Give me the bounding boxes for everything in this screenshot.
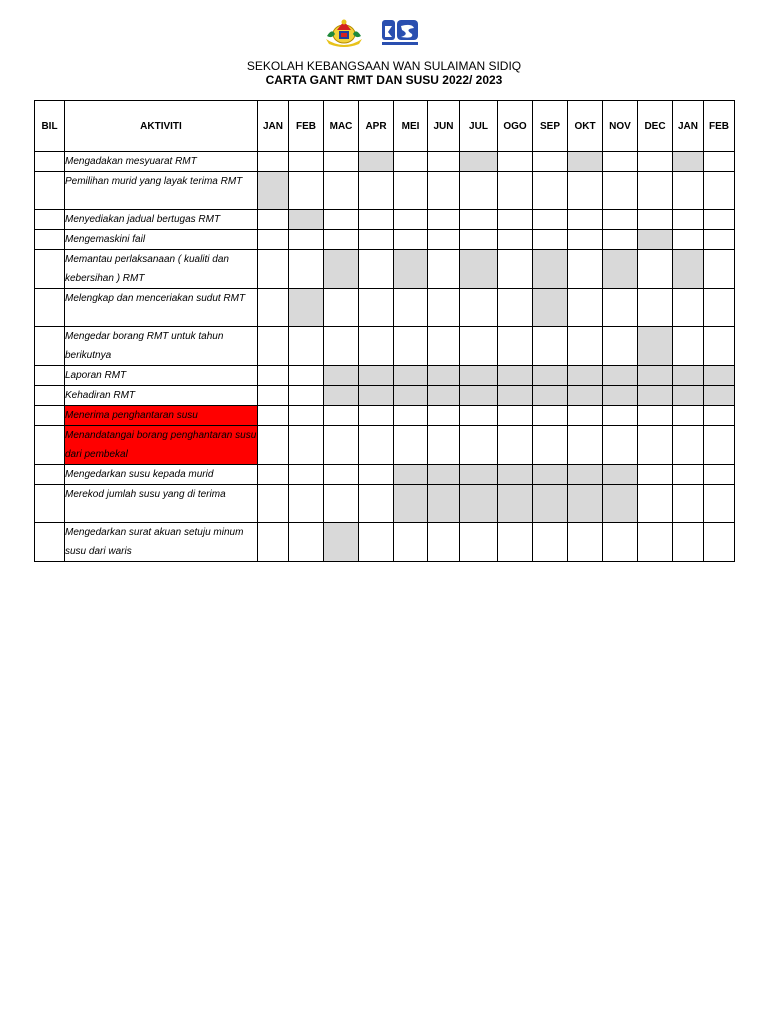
- gantt-cell-active: [289, 210, 324, 230]
- gantt-cell: [289, 426, 324, 465]
- gantt-cell: [324, 426, 359, 465]
- gantt-table: [34, 100, 735, 562]
- gantt-cell: [498, 289, 533, 327]
- table-row: [35, 406, 735, 426]
- document-header: [0, 59, 768, 87]
- gantt-cell-active: [324, 523, 359, 562]
- gantt-cell: [498, 210, 533, 230]
- gantt-cell: [428, 172, 460, 210]
- gantt-cell: [428, 210, 460, 230]
- table-row: [35, 172, 735, 210]
- table-body: [35, 152, 735, 562]
- gantt-cell: [428, 426, 460, 465]
- gantt-cell-active: [638, 366, 673, 386]
- gantt-cell-active: [638, 386, 673, 406]
- gantt-cell-active: [603, 386, 638, 406]
- gantt-cell: [704, 230, 735, 250]
- gantt-cell-active: [533, 465, 568, 485]
- month-header: OGO: [498, 101, 533, 152]
- month-header: JUN: [428, 101, 460, 152]
- gantt-cell-active: [498, 465, 533, 485]
- month-header: JAN: [673, 101, 704, 152]
- gantt-cell-active: [460, 366, 498, 386]
- gantt-cell: [704, 152, 735, 172]
- table-row: [35, 426, 735, 465]
- gantt-cell: [428, 230, 460, 250]
- gantt-cell: [359, 426, 394, 465]
- gantt-cell: [673, 230, 704, 250]
- activity-cell: Memantau perlaksanaan ( kualiti dan kebersihan ) RMT: [65, 250, 258, 289]
- bil-cell: [35, 386, 65, 406]
- activity-cell: Mengemaskini fail: [65, 230, 258, 250]
- month-header: JUL: [460, 101, 498, 152]
- gantt-cell: [498, 406, 533, 426]
- gantt-cell-active: [568, 152, 603, 172]
- bil-cell: [35, 366, 65, 386]
- gantt-cell: [289, 523, 324, 562]
- activity-cell: Pemilihan murid yang layak terima RMT: [65, 172, 258, 210]
- bil-cell: [35, 210, 65, 230]
- gantt-cell: [498, 250, 533, 289]
- gantt-cell-active: [324, 366, 359, 386]
- gantt-cell: [428, 250, 460, 289]
- bil-cell: [35, 289, 65, 327]
- activity-cell: Mengedarkan susu kepada murid: [65, 465, 258, 485]
- gantt-cell: [289, 152, 324, 172]
- gantt-cell: [324, 485, 359, 523]
- gantt-cell: [359, 289, 394, 327]
- gantt-cell: [258, 406, 289, 426]
- gantt-cell: [638, 465, 673, 485]
- month-header: FEB: [704, 101, 735, 152]
- table-row: [35, 210, 735, 230]
- gantt-cell: [638, 426, 673, 465]
- gantt-cell: [638, 250, 673, 289]
- gantt-cell-active: [428, 465, 460, 485]
- gantt-cell: [673, 485, 704, 523]
- gantt-cell-active: [704, 386, 735, 406]
- gantt-cell: [460, 406, 498, 426]
- gantt-cell: [359, 172, 394, 210]
- table-row: [35, 327, 735, 366]
- gantt-cell: [603, 327, 638, 366]
- gantt-cell-active: [568, 465, 603, 485]
- bil-cell: [35, 327, 65, 366]
- gantt-cell: [704, 327, 735, 366]
- month-header: FEB: [289, 101, 324, 152]
- gantt-cell: [289, 327, 324, 366]
- gantt-cell-active: [258, 172, 289, 210]
- gantt-cell: [359, 465, 394, 485]
- gantt-cell-active: [673, 386, 704, 406]
- table-row: [35, 250, 735, 289]
- gantt-cell-active: [638, 327, 673, 366]
- bil-cell: [35, 485, 65, 523]
- gantt-cell: [638, 210, 673, 230]
- gantt-cell: [533, 327, 568, 366]
- gantt-cell: [568, 210, 603, 230]
- gantt-cell: [533, 152, 568, 172]
- gantt-cell: [460, 172, 498, 210]
- gantt-cell: [533, 523, 568, 562]
- gantt-cell: [603, 523, 638, 562]
- gantt-cell: [394, 523, 428, 562]
- gantt-cell-active: [359, 386, 394, 406]
- gantt-cell: [603, 172, 638, 210]
- logo-bar: [0, 17, 768, 51]
- bil-cell: [35, 465, 65, 485]
- gantt-cell: [704, 406, 735, 426]
- gantt-cell: [324, 465, 359, 485]
- month-header: JAN: [258, 101, 289, 152]
- gantt-cell: [533, 230, 568, 250]
- gantt-cell: [324, 172, 359, 210]
- gantt-cell: [568, 250, 603, 289]
- gantt-cell: [498, 523, 533, 562]
- bil-cell: [35, 406, 65, 426]
- gantt-cell: [460, 523, 498, 562]
- gantt-cell-active: [704, 366, 735, 386]
- gantt-cell: [324, 152, 359, 172]
- gantt-cell-active: [460, 386, 498, 406]
- table-row: [35, 523, 735, 562]
- gantt-cell: [289, 250, 324, 289]
- gantt-cell: [568, 230, 603, 250]
- gantt-cell: [289, 406, 324, 426]
- gantt-cell: [568, 523, 603, 562]
- gantt-cell-active: [460, 152, 498, 172]
- month-header: SEP: [533, 101, 568, 152]
- gantt-cell: [638, 172, 673, 210]
- table-header-row: [35, 101, 735, 152]
- table-row: [35, 386, 735, 406]
- gantt-cell: [258, 289, 289, 327]
- gantt-cell: [603, 426, 638, 465]
- gantt-cell: [704, 250, 735, 289]
- activity-cell: Mengedarkan surat akuan setuju minum susu dari waris: [65, 523, 258, 562]
- month-header: MEI: [394, 101, 428, 152]
- table-row: [35, 465, 735, 485]
- gantt-cell: [289, 386, 324, 406]
- gantt-cell: [498, 230, 533, 250]
- activity-cell: Menyediakan jadual bertugas RMT: [65, 210, 258, 230]
- gantt-cell: [603, 289, 638, 327]
- gantt-cell: [428, 523, 460, 562]
- gantt-cell-active: [324, 250, 359, 289]
- gantt-cell-active: [460, 465, 498, 485]
- activity-cell: Melengkap dan menceriakan sudut RMT: [65, 289, 258, 327]
- gantt-cell: [704, 289, 735, 327]
- gantt-cell: [568, 327, 603, 366]
- gantt-cell: [460, 289, 498, 327]
- gantt-cell: [638, 523, 673, 562]
- gantt-cell: [638, 406, 673, 426]
- gantt-cell-active: [603, 465, 638, 485]
- gantt-cell: [289, 230, 324, 250]
- activity-cell: Laporan RMT: [65, 366, 258, 386]
- gantt-cell: [638, 289, 673, 327]
- gantt-cell: [324, 406, 359, 426]
- gantt-cell-active: [673, 152, 704, 172]
- gantt-cell-active: [533, 366, 568, 386]
- gantt-cell: [359, 523, 394, 562]
- gantt-cell: [704, 172, 735, 210]
- gantt-cell: [704, 523, 735, 562]
- gantt-cell-active: [533, 485, 568, 523]
- gantt-cell: [533, 406, 568, 426]
- month-header: MAC: [324, 101, 359, 152]
- gantt-cell: [258, 366, 289, 386]
- gantt-cell: [704, 426, 735, 465]
- gantt-cell-active: [603, 250, 638, 289]
- gantt-cell: [460, 230, 498, 250]
- gantt-cell: [428, 406, 460, 426]
- gantt-cell-active: [603, 485, 638, 523]
- gantt-cell-active: [394, 485, 428, 523]
- gantt-cell-active: [533, 289, 568, 327]
- gantt-cell: [258, 386, 289, 406]
- gantt-cell: [394, 152, 428, 172]
- gantt-cell-active: [673, 250, 704, 289]
- gantt-cell-active: [359, 366, 394, 386]
- gantt-cell-active: [460, 250, 498, 289]
- gantt-cell: [460, 327, 498, 366]
- gantt-cell: [258, 485, 289, 523]
- month-header: OKT: [568, 101, 603, 152]
- bil-cell: [35, 152, 65, 172]
- gantt-cell-active: [428, 366, 460, 386]
- gantt-cell: [359, 327, 394, 366]
- month-header: DEC: [638, 101, 673, 152]
- gantt-cell: [498, 327, 533, 366]
- activity-cell: Merekod jumlah susu yang di terima: [65, 485, 258, 523]
- gantt-cell: [498, 152, 533, 172]
- gantt-cell: [603, 152, 638, 172]
- gantt-cell: [428, 327, 460, 366]
- gantt-cell: [498, 426, 533, 465]
- gantt-cell: [359, 210, 394, 230]
- gantt-cell: [258, 210, 289, 230]
- gantt-cell: [258, 230, 289, 250]
- gantt-cell: [498, 172, 533, 210]
- month-header: APR: [359, 101, 394, 152]
- gantt-cell: [258, 327, 289, 366]
- gantt-cell-active: [498, 485, 533, 523]
- gantt-cell-active: [394, 465, 428, 485]
- gantt-cell: [638, 485, 673, 523]
- gantt-cell: [704, 485, 735, 523]
- table-row: [35, 152, 735, 172]
- gantt-cell-active: [394, 386, 428, 406]
- gantt-cell: [673, 172, 704, 210]
- gantt-cell: [324, 327, 359, 366]
- gantt-cell: [258, 426, 289, 465]
- gantt-cell: [359, 406, 394, 426]
- gantt-cell-active: [568, 485, 603, 523]
- gantt-cell: [324, 289, 359, 327]
- table-row: [35, 366, 735, 386]
- bil-cell: [35, 426, 65, 465]
- gantt-cell: [359, 485, 394, 523]
- gantt-cell-active: [460, 485, 498, 523]
- state-crest-logo: [323, 17, 365, 49]
- gantt-cell: [258, 523, 289, 562]
- month-header: NOV: [603, 101, 638, 152]
- gantt-cell: [289, 485, 324, 523]
- gantt-cell: [324, 210, 359, 230]
- gantt-cell: [673, 523, 704, 562]
- gantt-cell-active: [324, 386, 359, 406]
- gantt-cell: [428, 289, 460, 327]
- gantt-cell: [603, 230, 638, 250]
- gantt-cell: [704, 210, 735, 230]
- gantt-cell-active: [394, 250, 428, 289]
- gantt-cell: [460, 426, 498, 465]
- gantt-cell: [289, 172, 324, 210]
- gantt-cell-active: [428, 386, 460, 406]
- gantt-cell: [394, 426, 428, 465]
- gantt-cell-active: [638, 230, 673, 250]
- gantt-cell: [394, 289, 428, 327]
- gantt-cell-active: [533, 386, 568, 406]
- gantt-cell-active: [428, 485, 460, 523]
- activity-cell: Mengedar borang RMT untuk tahun berikutnya: [65, 327, 258, 366]
- bil-cell: [35, 172, 65, 210]
- gantt-cell: [428, 152, 460, 172]
- gantt-cell: [258, 465, 289, 485]
- gantt-cell-active: [568, 366, 603, 386]
- gantt-cell-active: [359, 152, 394, 172]
- gantt-cell-active: [533, 250, 568, 289]
- gantt-cell: [673, 465, 704, 485]
- gantt-cell: [673, 289, 704, 327]
- gantt-cell: [460, 210, 498, 230]
- gantt-cell: [359, 230, 394, 250]
- gantt-cell: [568, 406, 603, 426]
- gantt-cell: [533, 172, 568, 210]
- gantt-cell: [568, 172, 603, 210]
- gantt-cell: [638, 152, 673, 172]
- activity-cell: Menerima penghantaran susu: [65, 406, 258, 426]
- gantt-cell-active: [568, 386, 603, 406]
- table-row: [35, 485, 735, 523]
- gantt-cell: [673, 210, 704, 230]
- gantt-cell: [603, 210, 638, 230]
- table-row: [35, 230, 735, 250]
- table-row: [35, 289, 735, 327]
- gantt-cell-active: [603, 366, 638, 386]
- activity-cell: Menandatangai borang penghantaran susu dari pembekal: [65, 426, 258, 465]
- gantt-cell-active: [498, 366, 533, 386]
- gantt-cell: [673, 426, 704, 465]
- gantt-cell: [673, 406, 704, 426]
- gantt-cell-active: [498, 386, 533, 406]
- bil-cell: [35, 523, 65, 562]
- gantt-cell: [394, 327, 428, 366]
- bil-cell: [35, 230, 65, 250]
- gantt-cell: [394, 172, 428, 210]
- bil-cell: [35, 250, 65, 289]
- gantt-cell: [603, 406, 638, 426]
- gantt-cell: [394, 230, 428, 250]
- gantt-cell: [568, 289, 603, 327]
- gantt-cell-active: [289, 289, 324, 327]
- activity-cell: Kehadiran RMT: [65, 386, 258, 406]
- column-header-aktiviti: AKTIVITI: [65, 101, 258, 152]
- gantt-cell: [533, 426, 568, 465]
- gantt-cell: [533, 210, 568, 230]
- gantt-cell: [673, 327, 704, 366]
- ks-logo: [380, 17, 420, 47]
- gantt-cell-active: [394, 366, 428, 386]
- gantt-cell: [258, 250, 289, 289]
- column-header-bil: BIL: [35, 101, 65, 152]
- gantt-cell: [568, 426, 603, 465]
- gantt-cell: [289, 366, 324, 386]
- gantt-cell: [704, 465, 735, 485]
- gantt-cell: [394, 406, 428, 426]
- gantt-cell: [359, 250, 394, 289]
- chart-title: CARTA GANT RMT DAN SUSU 2022/ 2023: [265, 73, 503, 87]
- school-name: SEKOLAH KEBANGSAAN WAN SULAIMAN SIDIQ: [246, 59, 522, 73]
- gantt-cell: [324, 230, 359, 250]
- gantt-cell: [289, 465, 324, 485]
- gantt-cell: [394, 210, 428, 230]
- gantt-cell-active: [673, 366, 704, 386]
- gantt-cell: [258, 152, 289, 172]
- activity-cell: Mengadakan mesyuarat RMT: [65, 152, 258, 172]
